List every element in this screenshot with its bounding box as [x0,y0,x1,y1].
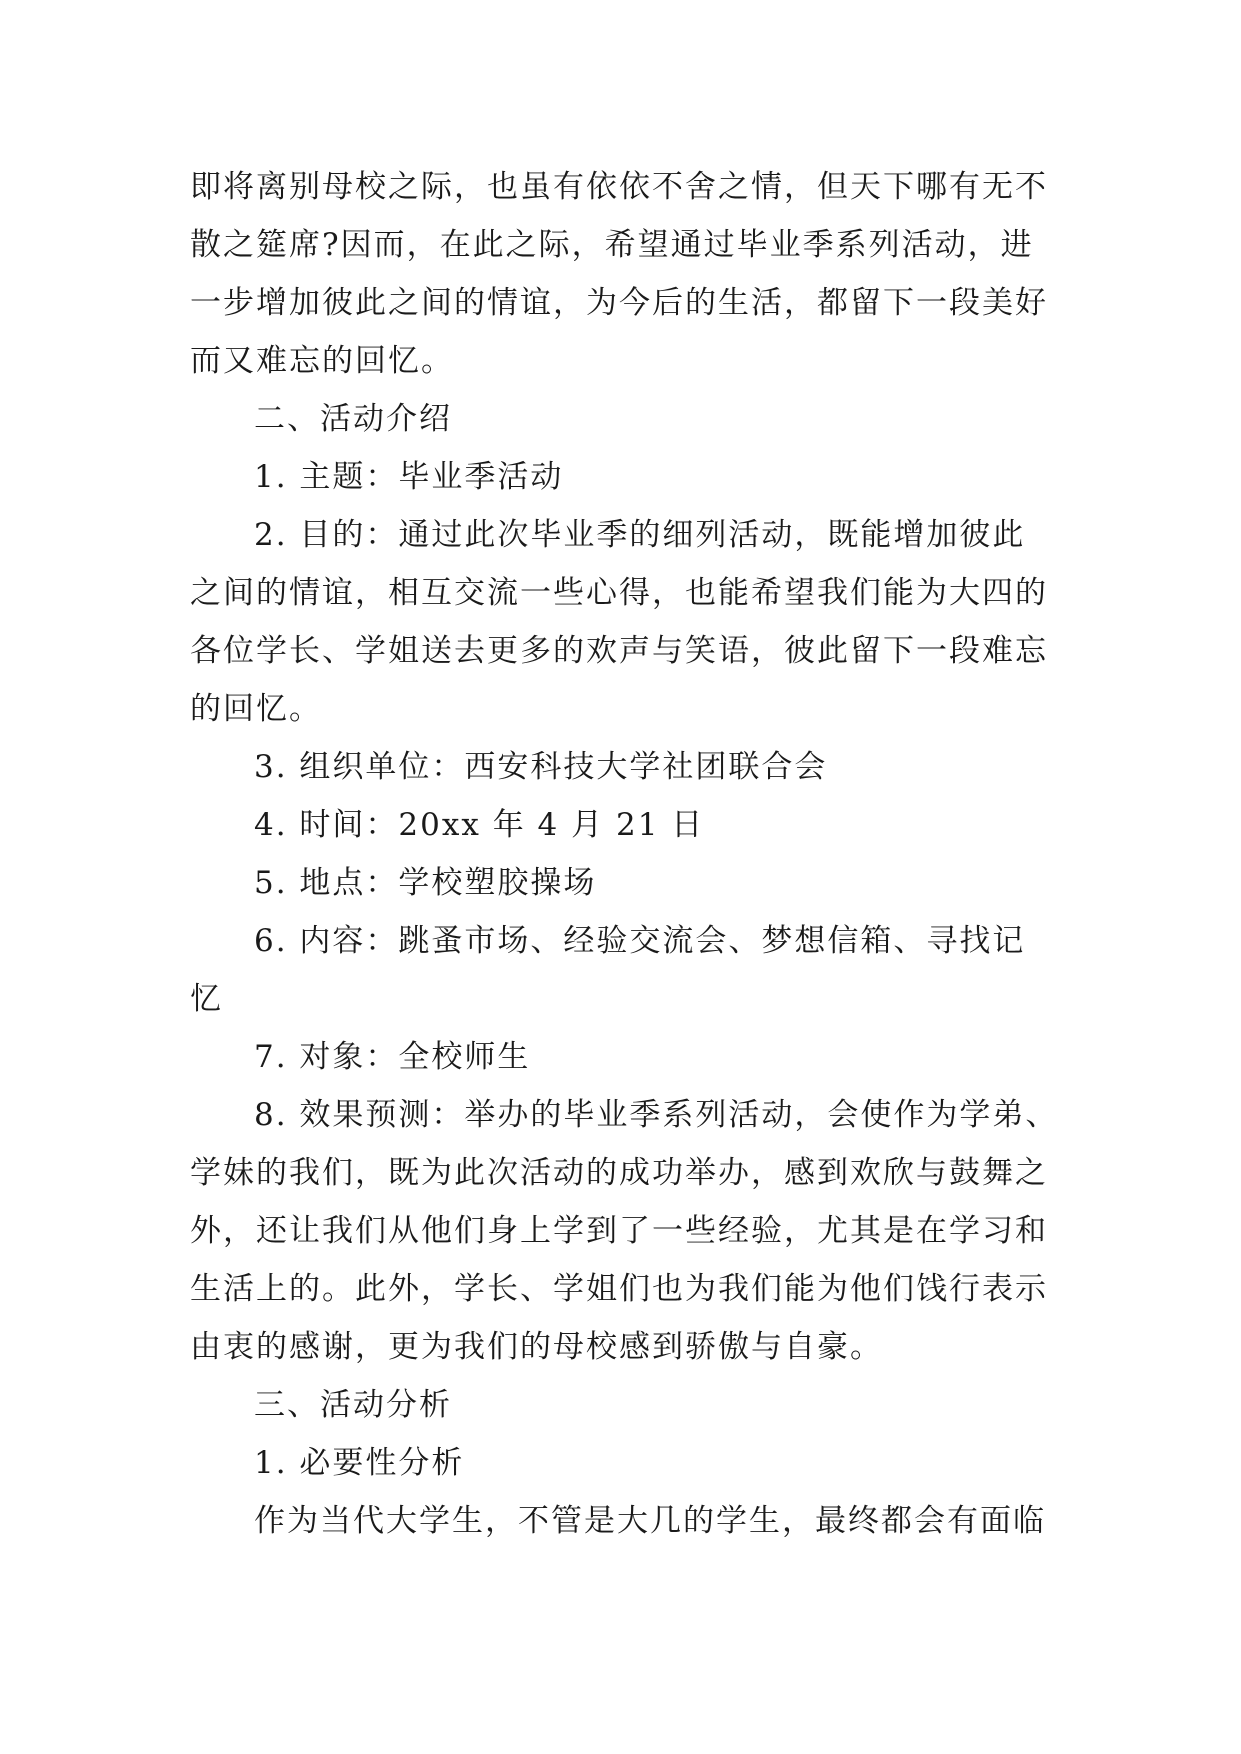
text-line: 而又难忘的回忆。 [190,343,454,379]
list-item: 3. 组织单位：西安科技大学社团联合会 [254,749,828,785]
list-item: 4. 时间：20xx 年 4 月 21 日 [254,807,705,843]
text-line: 的回忆。 [190,691,322,727]
text-line: 之间的情谊，相互交流一些心得，也能希望我们能为大四的 [190,575,1048,611]
text-line: 由衷的感谢，更为我们的母校感到骄傲与自豪。 [190,1329,883,1365]
text-line: 一步增加彼此之间的情谊，为今后的生活，都留下一段美好 [190,285,1048,321]
section-heading: 二、活动介绍 [254,401,452,437]
text-line: 即将离别母校之际，也虽有依依不舍之情，但天下哪有无不 [190,169,1048,205]
list-item: 1. 主题：毕业季活动 [254,459,564,495]
text-line: 学妹的我们，既为此次活动的成功举办，感到欢欣与鼓舞之 [190,1155,1048,1191]
list-item: 2. 目的：通过此次毕业季的细列活动，既能增加彼此 [254,517,1026,553]
list-item: 6. 内容：跳蚤市场、经验交流会、梦想信箱、寻找记 [254,923,1026,959]
list-item: 5. 地点：学校塑胶操场 [254,865,597,901]
text-line: 散之筵席?因而，在此之际，希望通过毕业季系列活动，进 [190,227,1034,263]
section-heading: 三、活动分析 [254,1387,452,1423]
text-line: 生活上的。此外，学长、学姐们也为我们能为他们饯行表示 [190,1271,1048,1307]
text-line: 作为当代大学生，不管是大几的学生，最终都会有面临 [254,1503,1046,1539]
document-body [190,158,1059,1550]
text-line: 忆 [190,981,223,1017]
list-item: 8. 效果预测：举办的毕业季系列活动，会使作为学弟、 [254,1097,1059,1133]
text-line: 外，还让我们从他们身上学到了一些经验，尤其是在学习和 [190,1213,1048,1249]
list-item: 1. 必要性分析 [254,1445,465,1481]
text-line: 各位学长、学姐送去更多的欢声与笑语，彼此留下一段难忘 [190,633,1048,669]
list-item: 7. 对象：全校师生 [254,1039,531,1075]
